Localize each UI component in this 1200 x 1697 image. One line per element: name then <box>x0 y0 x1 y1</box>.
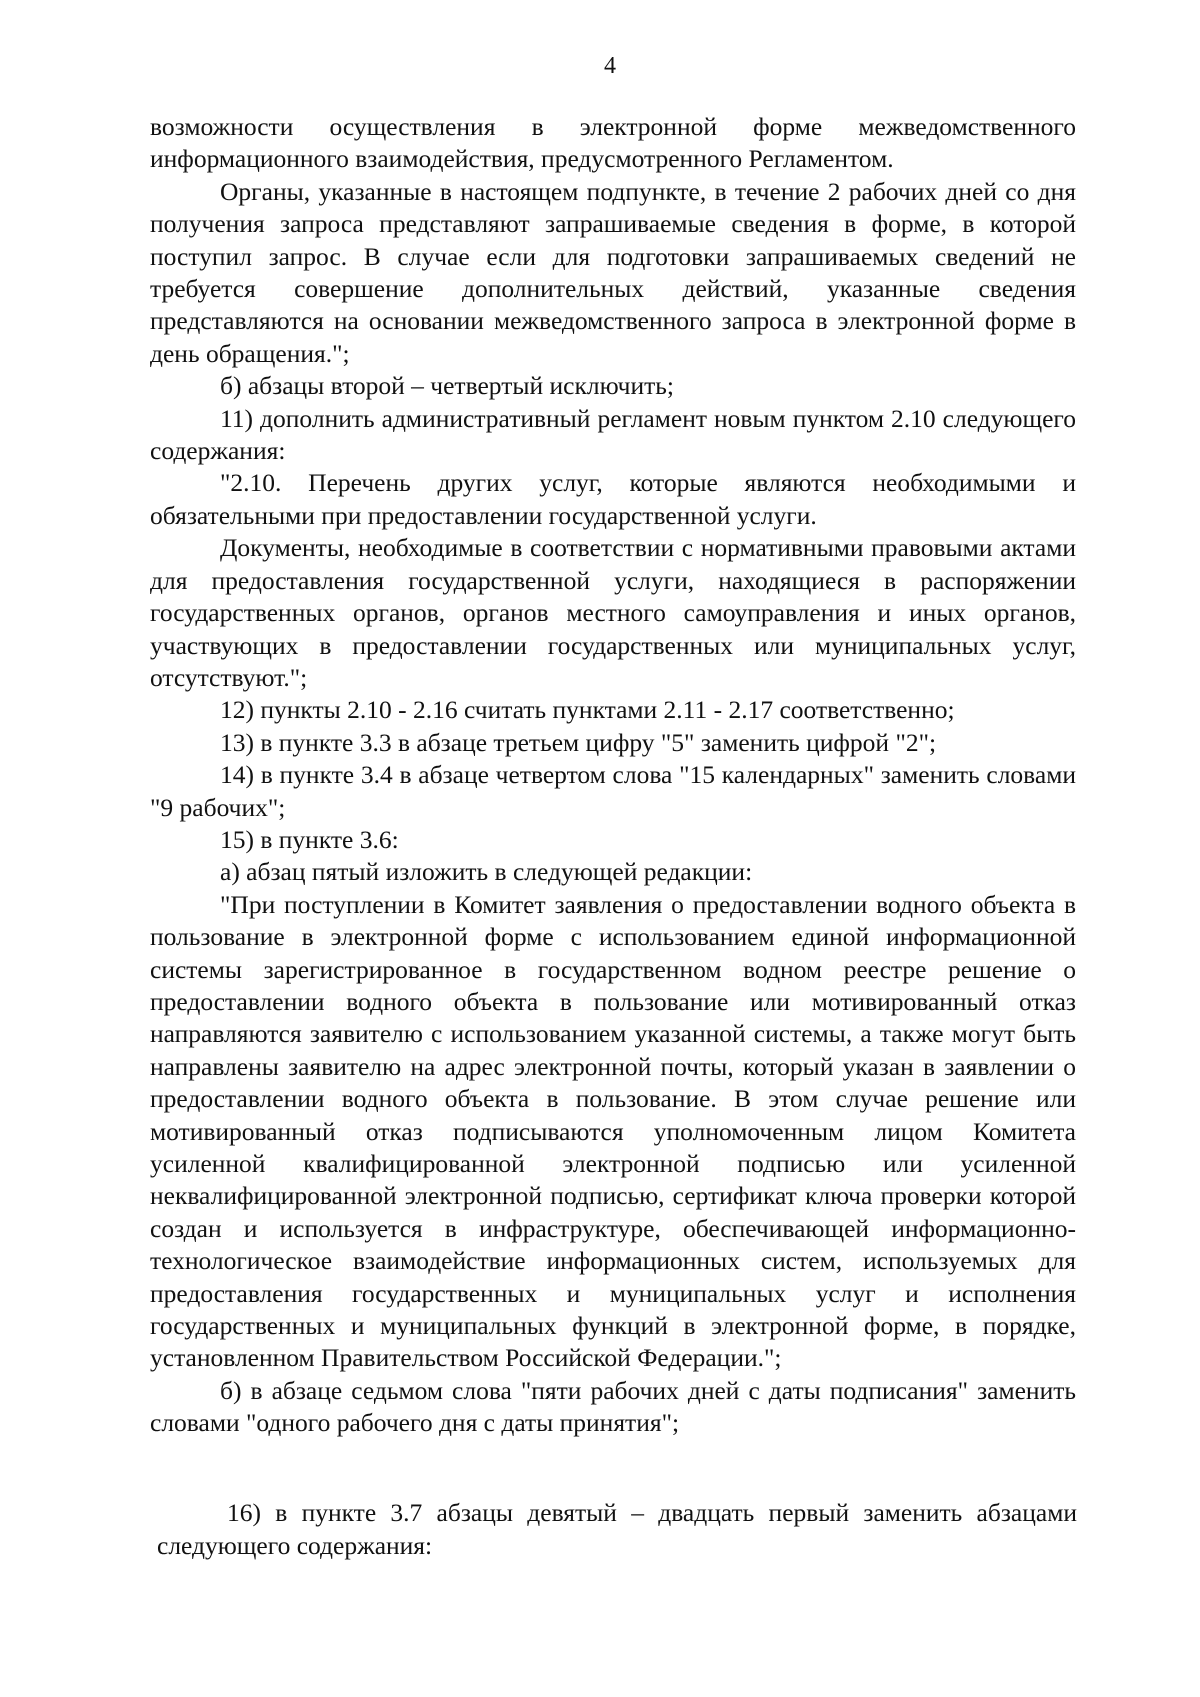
paragraph-item-16: 16) в пункте 3.7 абзацы девятый – двадцать первый заменить абзацами следующего содержания: <box>157 1498 1077 1560</box>
paragraph-item-16-block <box>157 1496 1077 1562</box>
paragraph-item-b-exclude: б) абзацы второй – четвертый исключить; <box>220 371 674 401</box>
paragraph-item-15: 15) в пункте 3.6: <box>220 824 399 854</box>
paragraph-documents: Документы, необходимые в соответствии с нормативными правовыми актами для предоставления государственной услуги, находящиеся в распоряжении государственных органов, органов местного самоуправления и иных органов, участвующих в предоставлении государственных или муниципальных услуг, отсутствуют."; <box>150 533 1076 692</box>
paragraph-item-14: 14) в пункте 3.4 в абзаце четвертом слова "15 календарных" заменить словами "9 рабочих"; <box>150 760 1076 822</box>
paragraph-item-15b: б) в абзаце седьмом слова "пяти рабочих дней с даты подписания" заменить словами "одного рабочего дня с даты принятия"; <box>150 1375 1076 1438</box>
paragraph-electronic-decision: "При поступлении в Комитет заявления о предоставлении водного объекта в пользование в электронной форме с использованием единой информационной системы зарегистрированное в государственном водном реестре решение о предоставлении водного объекта в пользование или мотивированный отказ направляются заявителю с использованием указанной системы, а также могут быть направлены заявителю на адрес электронной почты, который указан в заявлении о предоставлении водного объекта в пользование. В этом случае решение или мотивированный отказ подписываются уполномоченным лицом Комитета усиленной квалифицированной электронной подписью или усиленной неквалифицированной электронной подписью, сертификат ключа проверки которой создан и используется в инфраструктуре, обеспечивающей информационно-технологическое взаимодействие информационных систем, используемых для предоставления государственных и муниципальных услуг и исполнения государственных и муниципальных функций в электронной форме, в порядке, установленном Правительством Российской Федерации."; <box>150 889 1076 1373</box>
paragraph-item-12: 12) пункты 2.10 - 2.16 считать пунктами 2.11 - 2.17 соответственно; <box>220 695 955 725</box>
document-body <box>150 111 1076 1440</box>
paragraph-2-10-title: "2.10. Перечень других услуг, которые являются необходимыми и обязательными при предоставлении государственной услуги. <box>150 468 1076 530</box>
paragraph-item-13: 13) в пункте 3.3 в абзаце третьем цифру "5" заменить цифрой "2"; <box>220 727 937 757</box>
paragraph-organs-deadline: Органы, указанные в настоящем подпункте, в течение 2 рабочих дней со дня получения запроса представляют запрашиваемые сведения в форме, в которой поступил запрос. В случае если для подготовки запрашиваемых сведений не требуется совершение дополнительных действий, указанные сведения представляются на основании межведомственного запроса в электронной форме в день обращения."; <box>150 176 1076 368</box>
paragraph-item-11: 11) дополнить административный регламент новым пунктом 2.10 следующего содержания: <box>150 403 1076 466</box>
paragraph-item-15a: а) абзац пятый изложить в следующей редакции: <box>220 857 753 887</box>
page-number: 4 <box>604 53 616 79</box>
paragraph-continuation: возможности осуществления в электронной форме межведомственного информационного взаимодействия, предусмотренного Регламентом. <box>150 112 1076 174</box>
